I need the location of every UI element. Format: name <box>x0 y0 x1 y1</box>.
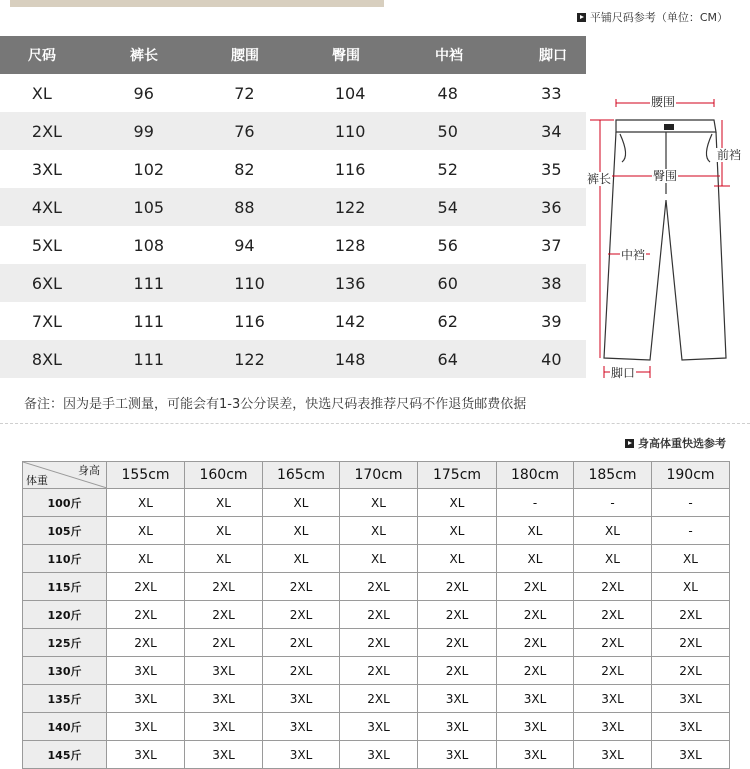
header-hip: 臀围 <box>332 48 360 64</box>
size-table-row <box>0 264 586 302</box>
cell-length: 105 <box>133 197 165 217</box>
recommended-size-cell: XL <box>497 517 574 545</box>
recommended-size-cell: 3XL <box>340 713 418 741</box>
cell-hip: 104 <box>334 83 366 103</box>
cell-leg-opening: 33 <box>541 83 562 103</box>
recommended-size-cell: 3XL <box>340 741 418 769</box>
cell-length: 111 <box>133 273 165 293</box>
recommended-size-cell: 3XL <box>418 713 497 741</box>
height-weight-table <box>22 461 730 769</box>
fit-table-body <box>23 489 730 769</box>
recommended-size-cell: XL <box>340 545 418 573</box>
cell-waist: 116 <box>234 311 265 331</box>
recommended-size-cell: 2XL <box>497 601 574 629</box>
corner-cell <box>23 462 107 489</box>
weight-cell: 130斤 <box>23 657 107 685</box>
recommended-size-cell: XL <box>418 545 497 573</box>
recommended-size-cell: - <box>574 489 652 517</box>
diagram-label-leg-opening: 脚口 <box>611 366 636 380</box>
cell-waist: 122 <box>234 349 265 369</box>
height-col: 170cm <box>340 462 418 489</box>
cell-length: 96 <box>133 83 154 103</box>
size-table-body <box>0 74 586 378</box>
recommended-size-cell: 2XL <box>574 601 652 629</box>
cell-waist: 88 <box>234 197 255 217</box>
weight-cell: 120斤 <box>23 601 107 629</box>
recommended-size-cell: 2XL <box>574 629 652 657</box>
recommended-size-cell: XL <box>497 545 574 573</box>
recommended-size-cell: 3XL <box>418 741 497 769</box>
recommended-size-cell: 3XL <box>418 685 497 713</box>
recommended-size-cell: XL <box>263 545 340 573</box>
recommended-size-cell: - <box>497 489 574 517</box>
cell-hip: 122 <box>334 197 366 217</box>
size-table-row <box>0 74 586 112</box>
cell-hip: 110 <box>334 121 366 141</box>
size-table-row <box>0 112 586 150</box>
size-table-row <box>0 188 586 226</box>
recommended-size-cell: 2XL <box>185 601 263 629</box>
recommended-size-cell: XL <box>107 489 185 517</box>
recommended-size-cell: 3XL <box>574 741 652 769</box>
cell-length: 108 <box>133 235 165 255</box>
recommended-size-cell: 2XL <box>652 657 730 685</box>
recommended-size-cell: 2XL <box>107 601 185 629</box>
recommended-size-cell: 3XL <box>574 713 652 741</box>
cell-length: 102 <box>133 159 165 179</box>
diagram-label-thigh: 中裆 <box>621 248 646 262</box>
top-decor-bar <box>10 0 384 7</box>
weight-cell: 110斤 <box>23 545 107 573</box>
recommended-size-cell: 3XL <box>107 685 185 713</box>
recommended-size-cell: 3XL <box>107 741 185 769</box>
cell-size: 6XL <box>31 273 62 293</box>
diagram-label-length: 裤长 <box>587 172 612 186</box>
recommended-size-cell: 3XL <box>185 657 263 685</box>
recommended-size-cell: 2XL <box>418 629 497 657</box>
recommended-size-cell: 3XL <box>263 713 340 741</box>
section-divider <box>0 423 750 424</box>
fit-table-row <box>23 573 730 601</box>
cell-waist: 72 <box>234 83 255 103</box>
cell-size: 3XL <box>31 159 62 179</box>
cell-size: 4XL <box>31 197 62 217</box>
recommended-size-cell: 2XL <box>418 573 497 601</box>
recommended-size-cell: 2XL <box>185 573 263 601</box>
recommended-size-cell: 2XL <box>497 629 574 657</box>
recommended-size-cell: 3XL <box>107 713 185 741</box>
fit-table-row <box>23 517 730 545</box>
cell-hip: 148 <box>334 349 366 369</box>
height-col: 185cm <box>574 462 652 489</box>
recommended-size-cell: 2XL <box>340 573 418 601</box>
recommended-size-cell: 3XL <box>185 685 263 713</box>
recommended-size-cell: 3XL <box>107 657 185 685</box>
recommended-size-cell: 2XL <box>340 629 418 657</box>
fit-table-row <box>23 489 730 517</box>
weight-cell: 125斤 <box>23 629 107 657</box>
play-square-icon <box>577 13 586 22</box>
fit-table-header <box>23 462 730 489</box>
size-table-header <box>0 36 586 74</box>
cell-length: 99 <box>133 121 154 141</box>
recommended-size-cell: 2XL <box>574 657 652 685</box>
size-section-title: 平铺尺码参考（单位：CM） <box>577 9 728 25</box>
recommended-size-cell: 3XL <box>263 685 340 713</box>
cell-thigh: 64 <box>437 349 458 369</box>
fit-table-row <box>23 657 730 685</box>
recommended-size-cell: 3XL <box>497 685 574 713</box>
cell-size: 5XL <box>31 235 62 255</box>
recommended-size-cell: XL <box>418 517 497 545</box>
recommended-size-cell: 3XL <box>263 741 340 769</box>
cell-waist: 110 <box>234 273 265 293</box>
measurement-note: 备注：因为是手工测量，可能会有1-3公分误差，快选尺码表推荐尺码不作退货邮费依据 <box>24 397 527 412</box>
play-square-icon <box>625 439 634 448</box>
cell-leg-opening: 34 <box>541 121 562 141</box>
size-table <box>0 36 586 378</box>
fit-section-title: 身高体重快选参考 <box>625 435 726 451</box>
recommended-size-cell: 2XL <box>652 629 730 657</box>
height-col: 160cm <box>185 462 263 489</box>
recommended-size-cell: 2XL <box>263 657 340 685</box>
recommended-size-cell: XL <box>263 517 340 545</box>
cell-hip: 136 <box>334 273 366 293</box>
recommended-size-cell: XL <box>652 545 730 573</box>
recommended-size-cell: 2XL <box>497 657 574 685</box>
cell-thigh: 62 <box>437 311 458 331</box>
recommended-size-cell: XL <box>185 545 263 573</box>
diagram-label-waist: 腰围 <box>651 95 676 109</box>
fit-table-row <box>23 545 730 573</box>
height-col: 190cm <box>652 462 730 489</box>
cell-leg-opening: 40 <box>541 349 562 369</box>
recommended-size-cell: 2XL <box>107 573 185 601</box>
recommended-size-cell: 2XL <box>340 657 418 685</box>
recommended-size-cell: 2XL <box>185 629 263 657</box>
fit-table-row <box>23 741 730 769</box>
height-col: 165cm <box>263 462 340 489</box>
recommended-size-cell: 2XL <box>263 573 340 601</box>
cell-size: XL <box>31 83 52 103</box>
cell-waist: 76 <box>234 121 255 141</box>
weight-cell: 115斤 <box>23 573 107 601</box>
recommended-size-cell: XL <box>574 545 652 573</box>
header-size: 尺码 <box>28 48 56 64</box>
cell-size: 2XL <box>31 121 62 141</box>
recommended-size-cell: 2XL <box>263 601 340 629</box>
recommended-size-cell: 2XL <box>340 685 418 713</box>
cell-length: 111 <box>133 349 165 369</box>
recommended-size-cell: XL <box>418 489 497 517</box>
recommended-size-cell: 3XL <box>652 713 730 741</box>
cell-size: 7XL <box>31 311 62 331</box>
height-col: 175cm <box>418 462 497 489</box>
fit-table-row <box>23 629 730 657</box>
cell-thigh: 48 <box>437 83 458 103</box>
recommended-size-cell: XL <box>340 489 418 517</box>
cell-leg-opening: 39 <box>541 311 562 331</box>
diagram-label-hip: 臀围 <box>653 169 678 183</box>
recommended-size-cell: XL <box>185 489 263 517</box>
size-table-row <box>0 302 586 340</box>
recommended-size-cell: XL <box>652 573 730 601</box>
recommended-size-cell: 2XL <box>497 573 574 601</box>
cell-hip: 142 <box>334 311 366 331</box>
fit-table-row <box>23 685 730 713</box>
cell-leg-opening: 38 <box>541 273 562 293</box>
recommended-size-cell: XL <box>574 517 652 545</box>
recommended-size-cell: 2XL <box>340 601 418 629</box>
weight-cell: 105斤 <box>23 517 107 545</box>
cell-size: 8XL <box>31 349 62 369</box>
size-table-row <box>0 340 586 378</box>
weight-cell: 135斤 <box>23 685 107 713</box>
fit-table-row <box>23 713 730 741</box>
header-leg-opening: 脚口 <box>539 48 567 64</box>
recommended-size-cell: 2XL <box>418 601 497 629</box>
recommended-size-cell: - <box>652 489 730 517</box>
recommended-size-cell: 3XL <box>574 685 652 713</box>
recommended-size-cell: 3XL <box>497 713 574 741</box>
cell-waist: 82 <box>234 159 255 179</box>
recommended-size-cell: 3XL <box>185 741 263 769</box>
cell-leg-opening: 37 <box>541 235 562 255</box>
cell-thigh: 54 <box>437 197 458 217</box>
recommended-size-cell: 3XL <box>652 685 730 713</box>
height-col: 180cm <box>497 462 574 489</box>
cell-thigh: 50 <box>437 121 458 141</box>
header-waist: 腰围 <box>231 48 259 64</box>
pants-diagram <box>586 90 750 390</box>
recommended-size-cell: - <box>652 517 730 545</box>
recommended-size-cell: XL <box>340 517 418 545</box>
recommended-size-cell: 2XL <box>263 629 340 657</box>
fit-table-row <box>23 601 730 629</box>
recommended-size-cell: 2XL <box>574 573 652 601</box>
recommended-size-cell: XL <box>107 517 185 545</box>
cell-thigh: 56 <box>437 235 458 255</box>
cell-thigh: 52 <box>437 159 458 179</box>
weight-cell: 140斤 <box>23 713 107 741</box>
weight-cell: 100斤 <box>23 489 107 517</box>
cell-waist: 94 <box>234 235 255 255</box>
recommended-size-cell: 3XL <box>185 713 263 741</box>
cell-hip: 128 <box>334 235 366 255</box>
corner-weight-label: 体重 <box>26 474 48 487</box>
cell-leg-opening: 36 <box>541 197 562 217</box>
height-col: 155cm <box>107 462 185 489</box>
recommended-size-cell: XL <box>107 545 185 573</box>
cell-hip: 116 <box>334 159 366 179</box>
cell-leg-opening: 35 <box>541 159 562 179</box>
recommended-size-cell: XL <box>263 489 340 517</box>
recommended-size-cell: 2XL <box>652 601 730 629</box>
cell-length: 111 <box>133 311 165 331</box>
recommended-size-cell: 3XL <box>652 741 730 769</box>
recommended-size-cell: 3XL <box>497 741 574 769</box>
corner-height-label: 身高 <box>78 464 100 477</box>
header-length: 裤长 <box>130 48 158 64</box>
recommended-size-cell: XL <box>185 517 263 545</box>
recommended-size-cell: 2XL <box>107 629 185 657</box>
header-thigh: 中裆 <box>435 48 463 64</box>
cell-thigh: 60 <box>437 273 458 293</box>
pants-outline-icon <box>586 90 750 390</box>
size-table-row <box>0 150 586 188</box>
size-table-row <box>0 226 586 264</box>
diagram-label-front-rise: 前裆 <box>717 148 742 162</box>
recommended-size-cell: 2XL <box>418 657 497 685</box>
weight-cell: 145斤 <box>23 741 107 769</box>
